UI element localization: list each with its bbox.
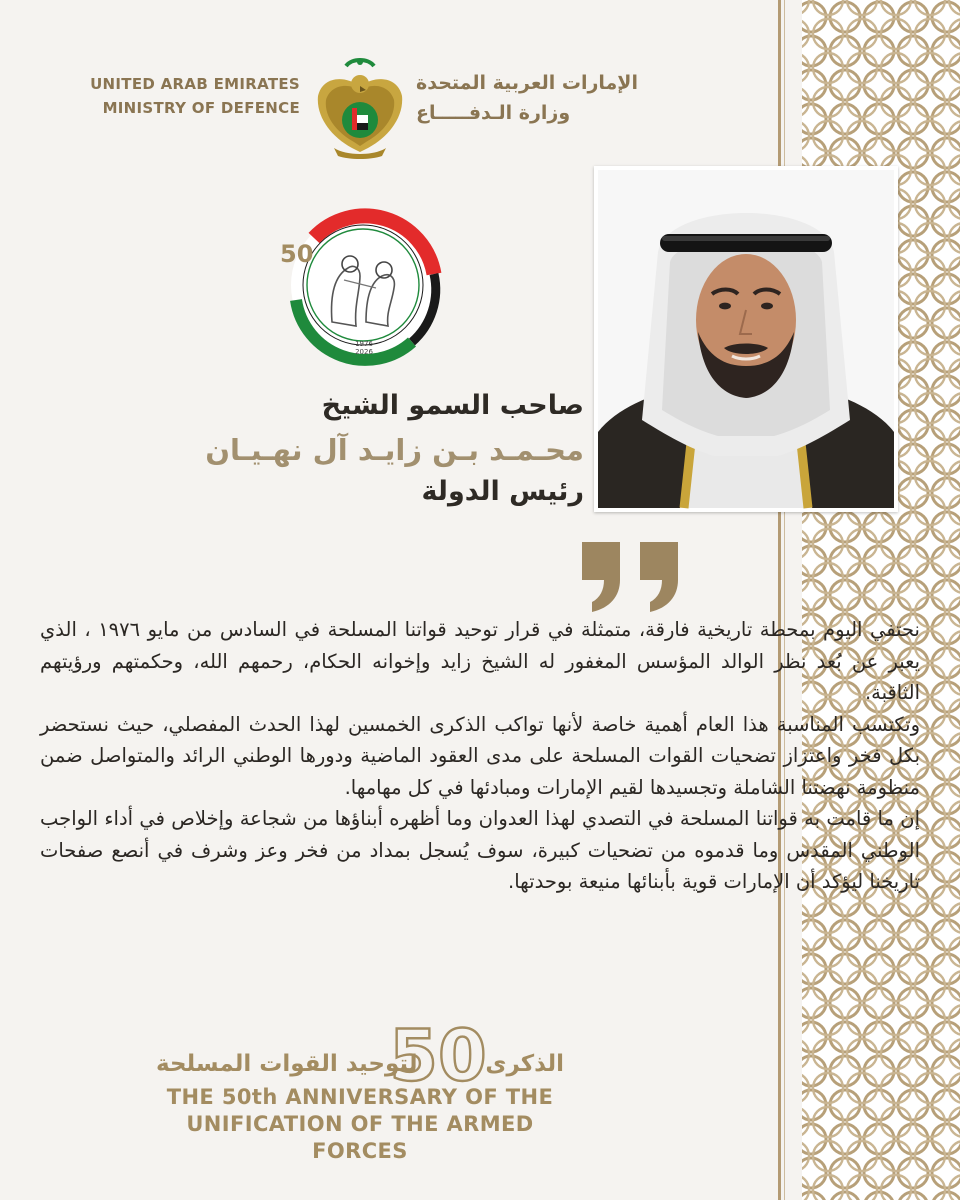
statement-body — [40, 614, 920, 898]
uae-falcon-emblem-icon — [312, 56, 408, 160]
statement-paragraph-1: نحتفي اليوم بمحطة تاريخية فارقة، متمثلة في قرار توحيد قواتنا المسلحة في السادس من مايو ١٩٧٦ ، الذي يعبر عن بُعد نظر الوالد المؤسس المغفور له الشيخ زايد وإخوانه الحكام، رحمهم الله، وحكمتهم ورؤيتهم الثاقبة. — [40, 618, 920, 704]
footer-50-number — [389, 1014, 487, 1097]
person-name: محـمـد بـن زايـد آل نهـيـان — [205, 433, 584, 467]
ministry-name-ar: وزارة الـدفـــــاع — [416, 102, 571, 124]
footer-ar-unification: لتوحيد القوات المسلحة — [156, 1051, 418, 1077]
footer-en-line2: UNIFICATION OF THE ARMED FORCES — [186, 1112, 534, 1163]
ministry-name-en: MINISTRY OF DEFENCE — [102, 99, 300, 117]
portrait-photo — [598, 170, 894, 508]
country-name-en: UNITED ARAB EMIRATES — [90, 75, 300, 93]
statement-paragraph-3: إن ما قامت به قواتنا المسلحة في التصدي لهذا العدوان وما أظهره أبناؤها من شجاعة وإخلاص في أداء الواجب الوطني المقدس وما قدموه من تضحيات كبيرة، سوف يُسجل بمداد من فخر وعز وشرف في أنصع صفحات تاريخنا ليؤكد أن الإمارات قوية بأبنائها منيعة بوحدتها. — [40, 807, 920, 893]
footer-arabic-title — [156, 1044, 564, 1084]
footer-number: 50 — [389, 1015, 487, 1097]
logo-number: 50 — [280, 240, 314, 268]
ministry-name-english — [80, 72, 300, 120]
statement-paragraph-2: وتكتسب المناسبة هذا العام أهمية خاصة لأنها تواكب الذكرى الخمسين لهذا الحدث المفصلي، حيث نستحضر بكل فخر واعتزاز تضحيات القوات المسلحة على مدى العقود الماضية ودورها الوطني الرائد والمتواصل ضمن منظومة نهضتنا الشاملة وتجسيدها لقيم الإمارات ومبادئها في كل مهامها. — [40, 712, 920, 799]
footer-en-line1: THE 50th ANNIVERSARY OF THE — [166, 1085, 554, 1109]
person-role: رئيس الدولة — [421, 476, 584, 507]
quote-mark-icon — [576, 540, 686, 614]
logo-year-start: 1976 — [355, 340, 373, 348]
ministry-name-arabic — [416, 68, 648, 128]
country-name-ar: الإمارات العربية المتحدة — [416, 72, 638, 94]
footer-ar-anniversary: الذكرى — [485, 1051, 564, 1077]
footer-english-title — [150, 1084, 570, 1165]
person-title: صاحب السمو الشيخ — [321, 390, 584, 421]
logo-year-end: 2026 — [355, 348, 373, 356]
anniversary-50-logo — [274, 196, 452, 374]
